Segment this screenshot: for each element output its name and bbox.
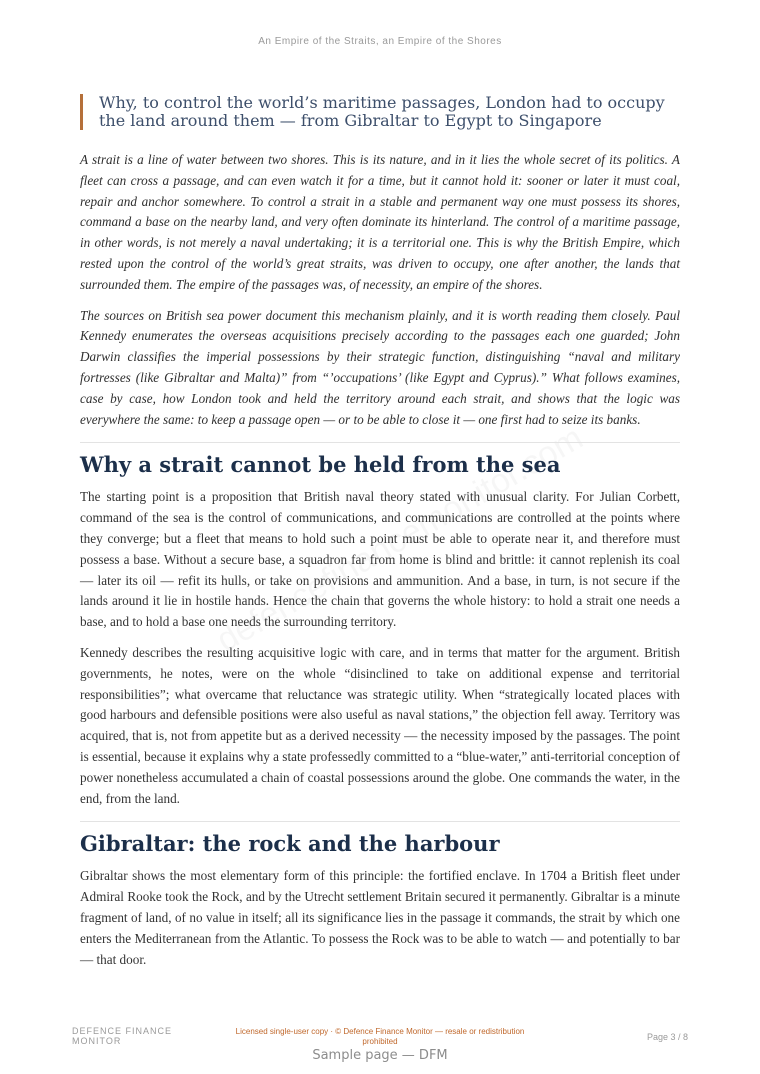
pull-quote: Why, to control the world’s maritime passages, London had to occupy the land around them — from Gibraltar to Egypt to Singapore xyxy=(80,94,680,130)
section-heading: Gibraltar: the rock and the harbour xyxy=(80,831,500,857)
footer-publisher: DEFENCE FINANCE MONITOR xyxy=(72,1026,173,1046)
section-divider xyxy=(80,442,680,443)
intro-paragraph: A strait is a line of water between two shores. This is its nature, and in it lies the whole secret of its politics. A fleet can cross a passage, and can even watch it for a time, but it cannot hold it: sooner or later it must coal, repair and anchor somewhere. To control a strait in a stable and permanent way one must possess its shores, command a base on the nearby land, and very often dominate its hinterland. The control of a maritime passage, in other words, is not merely a naval undertaking; it is a territorial one. This is why the British Empire, which rested upon the control of the world’s great straits, was driven to occupy, one after another, the lands that surrounded them. The empire of the passages was, of necessity, an empire of the shores. xyxy=(80,152,680,292)
section-heading: Why a strait cannot be held from the sea xyxy=(80,452,561,478)
body-paragraph: Kennedy describes the resulting acquisitive logic with care, and in terms that matter for the argument. British governments, he notes, were on the whole “disinclined to take on additional expense and territorial responsibilities”; what overcame that reluctance was strategic utility. When “strategically located places with good harbours and defensible positions were also useful as naval stations,” the objection fell away. Territory was acquired, that is, not from appetite but as a derived necessity — the necessity imposed by the passages. The point is essential, because it explains why a state professedly committed to a “blue-water,” anti-territorial conception of power nonetheless accumulated a chain of coastal possessions around the globe. One commands the water, in the end, from the land. xyxy=(80,644,680,806)
section-divider xyxy=(80,821,680,822)
footer-license-notice: Licensed single-user copy · © Defence Finance Monitor — resale or redistribution prohibited xyxy=(235,1027,525,1046)
intro-paragraph: The sources on British sea power document this mechanism plainly, and it is worth reading them closely. Paul Kennedy enumerates the overseas acquisitions precisely according to the passages each one guarded; John Darwin classifies the imperial possessions by their strategic function, distinguishing “naval and military fortresses (like Gibraltar and Malta)” from “’occupations’ (like Egypt and Cyprus).” What follows examines, case by case, how London took and held the territory around each strait, and shows that the logic was everywhere the same: to keep a passage open — or to be able to close it — one first had to seize its banks. xyxy=(80,307,680,427)
sample-page-label: Sample page — DFM xyxy=(312,1048,448,1063)
running-header: An Empire of the Straits, an Empire of the Shores xyxy=(258,36,502,47)
body-paragraph: Gibraltar shows the most elementary form of this principle: the fortified enclave. In 1704 a British fleet under Admiral Rooke took the Rock, and by the Utrecht settlement Britain secured it permanently. Gibraltar is a minute fragment of land, of no value in itself; all its significance lies in the passage it commands, the strait by which one enters the Mediterranean from the Atlantic. To possess the Rock was to be able to watch — and potentially to bar — that door. xyxy=(80,868,680,967)
body-paragraph: The starting point is a proposition that British naval theory stated with unusual clarity. For Julian Corbett, command of the sea is the control of communications, and communications are controlled at the points where they converge; but a fleet that means to hold such a point must be able to operate near it, and therefore must possess a base. Without a secure base, a squadron far from home is blind and brittle: it cannot replenish its coal — later its oil — refit its hulls, or take on provisions and ammunition. And a base, in turn, is not secure if the lands around it lie in hostile hands. Hence the chain that governs the whole history: to hold a strait one needs a base, and to hold a base one needs the surrounding territory. xyxy=(80,489,680,630)
page-number: Page 3 / 8 xyxy=(646,1032,688,1042)
article-body xyxy=(80,150,680,980)
